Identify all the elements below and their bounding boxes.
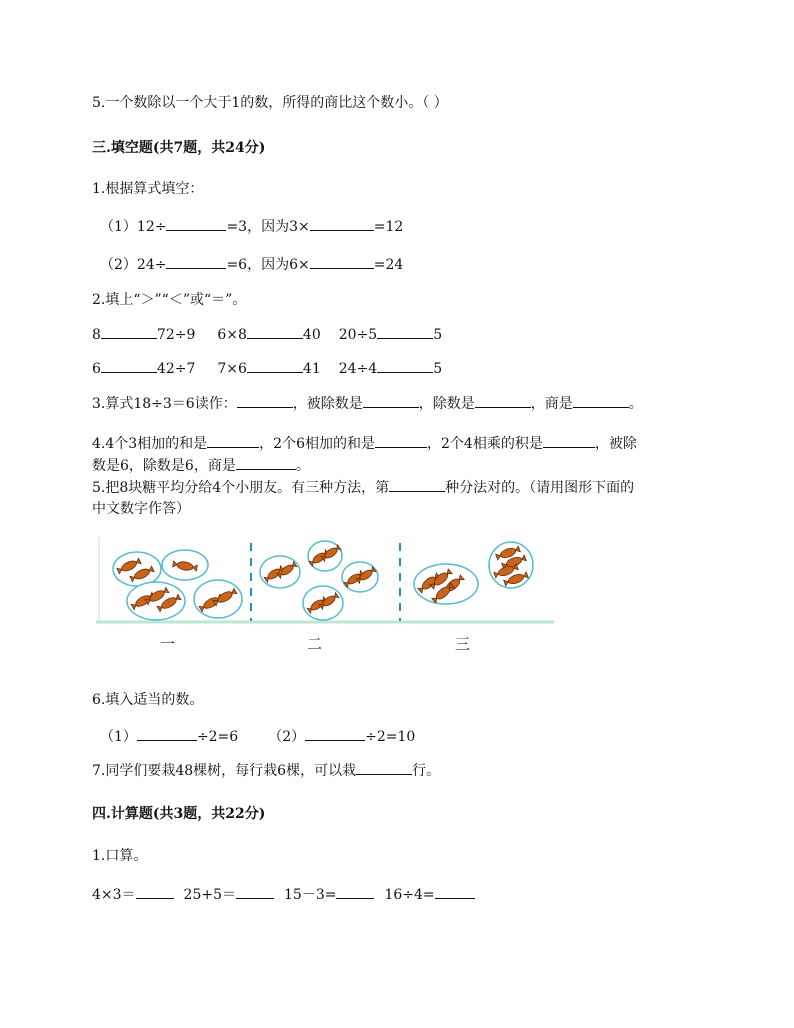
text: ，被除 [594, 436, 637, 452]
text: 4×3＝ [92, 887, 136, 903]
text: 种分法对的。（请用图形下面的 [445, 480, 635, 496]
answer-blank[interactable] [377, 324, 433, 339]
answer-blank[interactable] [573, 393, 629, 408]
text: 行。 [412, 763, 441, 779]
text: 。 [628, 396, 643, 412]
answer-blank[interactable] [310, 254, 374, 269]
text: 5 [433, 327, 443, 343]
fill-question-4-line-2 [92, 455, 310, 476]
answer-blank[interactable] [207, 433, 259, 448]
answer-blank[interactable] [310, 216, 374, 231]
figure-label-three: 三 [455, 635, 471, 653]
text: 20÷5 [338, 327, 378, 343]
text: 42÷7 [156, 361, 196, 377]
group-one-circles [113, 550, 242, 620]
text: 5 [433, 361, 443, 377]
answer-blank[interactable] [101, 324, 157, 339]
calc-row [92, 884, 475, 905]
candy-division-figure [96, 535, 556, 630]
figure-label-two: 二 [307, 635, 323, 653]
judge-question-5: 5.一个数除以一个大于1的数，所得的商比这个数小。（ ） [92, 95, 448, 111]
text: 数是6，除数是6，商是 [92, 458, 236, 474]
text: 6 [92, 361, 101, 377]
fill-question-6-row [100, 726, 415, 747]
answer-blank[interactable] [475, 393, 531, 408]
fill-question-1-title: 1.根据算式填空： [92, 181, 204, 197]
text: ÷2=6 [196, 729, 239, 745]
text: 。 [295, 458, 310, 474]
text: 15－3= [284, 887, 337, 903]
answer-blank[interactable] [336, 884, 374, 899]
answer-blank[interactable] [237, 393, 293, 408]
text: =6，因为6× [226, 257, 310, 273]
fill-question-1-row-1 [100, 216, 403, 237]
figure-label-one: 一 [160, 635, 176, 653]
section-3-title: 三.填空题(共7题，共24分) [92, 140, 266, 156]
text: 8 [92, 327, 101, 343]
text: 72÷9 [156, 327, 196, 343]
answer-blank[interactable] [236, 455, 296, 470]
answer-blank[interactable] [356, 760, 412, 775]
text: 6×8 [217, 327, 247, 343]
text: ，2个6相加的和是 [259, 436, 375, 452]
fill-question-2-title: 2.填上“＞”“＜”或“＝”。 [92, 292, 247, 308]
text: ÷2=10 [365, 729, 416, 745]
text: =3，因为3× [226, 219, 310, 235]
answer-blank[interactable] [247, 324, 303, 339]
text: ，除数是 [418, 396, 475, 412]
text: =24 [373, 257, 404, 273]
answer-blank[interactable] [166, 254, 226, 269]
text: =12 [373, 219, 404, 235]
text: 7.同学们要栽48棵树，每行栽6棵，可以栽 [92, 763, 357, 779]
text: （2）24÷ [100, 257, 167, 273]
compare-row-2 [92, 358, 442, 379]
answer-blank[interactable] [435, 884, 475, 899]
compare-row-1 [92, 324, 442, 345]
fill-question-5-line-2: 中文数字作答） [92, 501, 190, 517]
text: 7×6 [217, 361, 247, 377]
answer-blank[interactable] [247, 358, 303, 373]
answer-blank[interactable] [375, 433, 427, 448]
section-4-title: 四.计算题(共3题，共22分) [92, 806, 266, 822]
answer-blank[interactable] [236, 884, 274, 899]
fill-question-5-line-1 [92, 477, 634, 498]
text: ，被除数是 [292, 396, 363, 412]
text: 5.把8块糖平均分给4个小朋友。有三种方法，第 [92, 480, 390, 496]
text: （1） [100, 729, 137, 745]
fill-question-6-title: 6.填入适当的数。 [92, 692, 204, 708]
fill-question-1-row-2 [100, 254, 403, 275]
answer-blank[interactable] [101, 358, 157, 373]
answer-blank[interactable] [137, 726, 197, 741]
text: 3.算式18÷3＝6读作： [92, 396, 237, 412]
fill-question-3 [92, 393, 643, 414]
text: （1）12÷ [100, 219, 167, 235]
text: 25+5＝ [183, 887, 236, 903]
text: 16÷4= [384, 887, 435, 903]
text: 41 [302, 361, 321, 377]
answer-blank[interactable] [543, 433, 595, 448]
answer-blank[interactable] [136, 884, 174, 899]
answer-blank[interactable] [389, 477, 445, 492]
text: 24÷4 [338, 361, 378, 377]
text: ，商是 [530, 396, 573, 412]
fill-question-7 [92, 760, 440, 781]
answer-blank[interactable] [363, 393, 419, 408]
text: ，2个4相乘的积是 [427, 436, 543, 452]
calc-question-1-title: 1.口算。 [92, 848, 148, 864]
text: 4.4个3相加的和是 [92, 436, 208, 452]
answer-blank[interactable] [377, 358, 433, 373]
text: 40 [302, 327, 321, 343]
text: （2） [268, 729, 306, 745]
answer-blank[interactable] [305, 726, 365, 741]
answer-blank[interactable] [166, 216, 226, 231]
fill-question-4-line-1 [92, 433, 637, 454]
